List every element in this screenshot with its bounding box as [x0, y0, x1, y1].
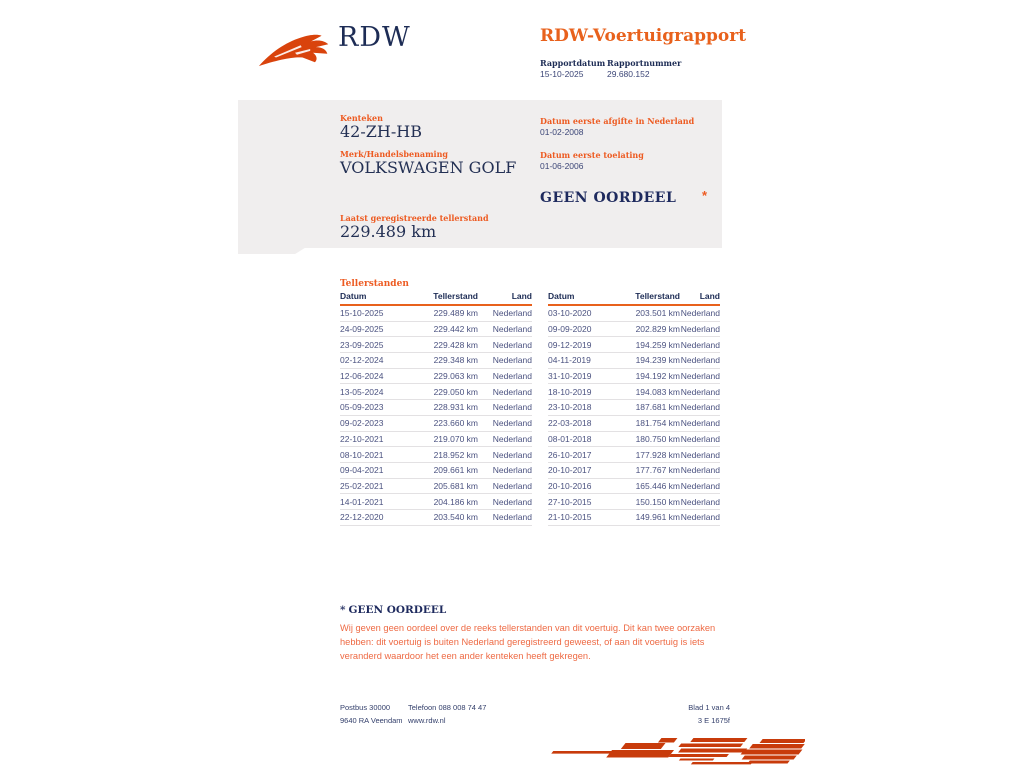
- rapportdatum-label: Rapportdatum: [540, 58, 606, 68]
- rdw-logo-icon: [256, 30, 334, 68]
- cell-land: Nederland: [492, 512, 532, 523]
- cell-land: Nederland: [492, 480, 532, 491]
- cell-datum: 09-09-2020: [548, 324, 592, 335]
- footnote-title: GEEN OORDEEL: [348, 604, 447, 616]
- table-row: [340, 384, 532, 400]
- cell-datum: 24-09-2025: [340, 324, 384, 335]
- footnote-heading: [340, 604, 446, 616]
- cell-tellerstand: 219.070 km: [433, 433, 478, 444]
- cell-land: Nederland: [492, 402, 532, 413]
- col-header-land: Land: [699, 291, 720, 301]
- cell-tellerstand: 229.489 km: [433, 308, 478, 319]
- cell-land: Nederland: [680, 433, 720, 444]
- cell-datum: 21-10-2015: [548, 512, 592, 523]
- cell-datum: 31-10-2019: [548, 371, 592, 382]
- cell-tellerstand: 228.931 km: [433, 402, 478, 413]
- cell-land: Nederland: [680, 418, 720, 429]
- cell-datum: 15-10-2025: [340, 308, 384, 319]
- table-row: [340, 416, 532, 432]
- cell-land: Nederland: [492, 433, 532, 444]
- table-row: [340, 479, 532, 495]
- cell-land: Nederland: [680, 324, 720, 335]
- tellerstanden-section-title: Tellerstanden: [340, 279, 409, 289]
- cell-land: Nederland: [492, 449, 532, 460]
- cell-land: Nederland: [680, 355, 720, 366]
- cell-datum: 25-02-2021: [340, 480, 384, 491]
- cell-land: Nederland: [492, 496, 532, 507]
- kenteken-value: 42-ZH-HB: [340, 122, 422, 141]
- cell-tellerstand: 229.063 km: [433, 371, 478, 382]
- cell-tellerstand: 229.050 km: [433, 386, 478, 397]
- cell-tellerstand: 203.540 km: [433, 512, 478, 523]
- cell-datum: 04-11-2019: [548, 355, 591, 366]
- table-row: [340, 447, 532, 463]
- kenteken-label: Kenteken: [340, 113, 383, 123]
- table-header-row: [340, 291, 532, 306]
- cell-datum: 08-01-2018: [548, 433, 592, 444]
- cell-datum: 20-10-2016: [548, 480, 592, 491]
- footer-address-line2: 9640 RA Veendam: [340, 716, 403, 725]
- cell-tellerstand: 229.442 km: [433, 324, 478, 335]
- table-row: [340, 510, 532, 526]
- toelating-value: 01-06-2006: [540, 161, 584, 171]
- cell-tellerstand: 150.150 km: [635, 496, 680, 507]
- cell-tellerstand: 229.428 km: [433, 339, 478, 350]
- cell-datum: 03-10-2020: [548, 308, 592, 319]
- cell-land: Nederland: [680, 449, 720, 460]
- tellerstanden-table-left: [340, 291, 532, 526]
- cell-datum: 14-01-2021: [340, 496, 384, 507]
- footer-phone: Telefoon 088 008 74 47: [408, 703, 487, 712]
- cell-tellerstand: 187.681 km: [635, 402, 680, 413]
- table-row: [340, 369, 532, 385]
- cell-land: Nederland: [680, 496, 720, 507]
- cell-land: Nederland: [492, 339, 532, 350]
- cell-tellerstand: 149.961 km: [635, 512, 680, 523]
- tellerstanden-table-right: [548, 291, 720, 526]
- cell-tellerstand: 229.348 km: [433, 355, 478, 366]
- footnote-asterisk: *: [340, 604, 346, 616]
- cell-land: Nederland: [492, 418, 532, 429]
- oordeel-status: GEEN OORDEEL: [540, 190, 677, 206]
- table-row: [548, 447, 720, 463]
- col-header-land: Land: [511, 291, 532, 301]
- cell-tellerstand: 165.446 km: [635, 480, 680, 491]
- cell-land: Nederland: [680, 386, 720, 397]
- cell-land: Nederland: [492, 465, 532, 476]
- cell-tellerstand: 180.750 km: [635, 433, 680, 444]
- footer-page-number: Blad 1 van 4: [688, 703, 730, 712]
- cell-land: Nederland: [680, 480, 720, 491]
- table-row: [340, 337, 532, 353]
- toelating-label: Datum eerste toelating: [540, 150, 644, 160]
- footer-website[interactable]: www.rdw.nl: [408, 716, 446, 725]
- rapportnummer-value: 29.680.152: [607, 69, 650, 79]
- table-row: [340, 494, 532, 510]
- table-row: [548, 416, 720, 432]
- cell-datum: 08-10-2021: [340, 449, 384, 460]
- rapportnummer-label: Rapportnummer: [607, 58, 682, 68]
- logo-wordmark: RDW: [338, 22, 411, 53]
- cell-land: Nederland: [680, 465, 720, 476]
- cell-land: Nederland: [492, 355, 532, 366]
- cell-datum: 13-05-2024: [340, 386, 384, 397]
- cell-datum: 09-04-2021: [340, 465, 384, 476]
- rapportdatum-value: 15-10-2025: [540, 69, 584, 79]
- cell-tellerstand: 194.239 km: [635, 355, 680, 366]
- cell-datum: 26-10-2017: [548, 449, 592, 460]
- cell-land: Nederland: [680, 308, 720, 319]
- table-row: [340, 322, 532, 338]
- cell-tellerstand: 177.767 km: [635, 465, 680, 476]
- table-row: [548, 432, 720, 448]
- table-header-row: [548, 291, 720, 306]
- cell-tellerstand: 194.192 km: [635, 371, 680, 382]
- table-row: [340, 400, 532, 416]
- cell-tellerstand: 202.829 km: [635, 324, 680, 335]
- cell-datum: 22-12-2020: [340, 512, 384, 523]
- table-row: [548, 494, 720, 510]
- table-row: [548, 384, 720, 400]
- footnote-body: Wij geven geen oordeel over de reeks tellerstanden van dit voertuig. Dit kan twee oorzaken hebben: dit voertuig is buiten Nederland geregistreerd geweest, of aan dit voertuig is iets veranderd waardoor het een ander kenteken heeft gekregen.: [340, 623, 716, 661]
- footer-address-line1: Postbus 30000: [340, 703, 391, 712]
- cell-tellerstand: 194.259 km: [635, 339, 680, 350]
- laatste-tellerstand-value: 229.489 km: [340, 222, 437, 241]
- decorative-stripes-graphic: [543, 736, 805, 768]
- cell-tellerstand: 181.754 km: [635, 418, 680, 429]
- cell-tellerstand: 223.660 km: [433, 418, 478, 429]
- merk-label: Merk/Handelsbenaming: [340, 149, 449, 159]
- cell-datum: 23-10-2018: [548, 402, 592, 413]
- cell-datum: 02-12-2024: [340, 355, 384, 366]
- cell-datum: 09-12-2019: [548, 339, 592, 350]
- cell-land: Nederland: [492, 386, 532, 397]
- table-row: [548, 463, 720, 479]
- table-row: [340, 353, 532, 369]
- cell-land: Nederland: [492, 324, 532, 335]
- col-header-datum: Datum: [340, 291, 367, 301]
- table-row: [548, 400, 720, 416]
- cell-tellerstand: 177.928 km: [635, 449, 680, 460]
- cell-datum: 22-10-2021: [340, 433, 384, 444]
- oordeel-asterisk: *: [702, 188, 708, 203]
- cell-tellerstand: 203.501 km: [635, 308, 680, 319]
- cell-land: Nederland: [492, 371, 532, 382]
- cell-land: Nederland: [492, 308, 532, 319]
- footer-form-code: 3 E 1675f: [697, 716, 730, 725]
- cell-datum: 18-10-2019: [548, 386, 592, 397]
- table-row: [340, 432, 532, 448]
- cell-datum: 05-09-2023: [340, 402, 384, 413]
- cell-land: Nederland: [680, 371, 720, 382]
- table-row: [548, 306, 720, 322]
- table-row: [548, 369, 720, 385]
- col-header-tellerstand: Tellerstand: [635, 291, 680, 301]
- cell-datum: 09-02-2023: [340, 418, 384, 429]
- table-row: [340, 306, 532, 322]
- cell-datum: 20-10-2017: [548, 465, 592, 476]
- merk-value: VOLKSWAGEN GOLF: [340, 158, 517, 177]
- laatste-tellerstand-label: Laatst geregistreerde tellerstand: [340, 213, 489, 223]
- cell-land: Nederland: [680, 339, 720, 350]
- cell-tellerstand: 218.952 km: [433, 449, 478, 460]
- table-row: [548, 479, 720, 495]
- cell-datum: 23-09-2025: [340, 339, 384, 350]
- afgifte-value: 01-02-2008: [540, 127, 584, 137]
- col-header-datum: Datum: [548, 291, 575, 301]
- table-row: [548, 337, 720, 353]
- table-row: [548, 353, 720, 369]
- cell-tellerstand: 209.661 km: [433, 465, 478, 476]
- cell-datum: 12-06-2024: [340, 371, 384, 382]
- table-row: [548, 322, 720, 338]
- report-title: RDW-Voertuigrapport: [540, 26, 747, 46]
- afgifte-label: Datum eerste afgifte in Nederland: [540, 116, 695, 126]
- cell-tellerstand: 194.083 km: [635, 386, 680, 397]
- cell-land: Nederland: [680, 402, 720, 413]
- cell-datum: 22-03-2018: [548, 418, 592, 429]
- table-row: [548, 510, 720, 526]
- table-row: [340, 463, 532, 479]
- cell-tellerstand: 204.186 km: [433, 496, 478, 507]
- cell-land: Nederland: [680, 512, 720, 523]
- cell-tellerstand: 205.681 km: [433, 480, 478, 491]
- cell-datum: 27-10-2015: [548, 496, 592, 507]
- col-header-tellerstand: Tellerstand: [433, 291, 478, 301]
